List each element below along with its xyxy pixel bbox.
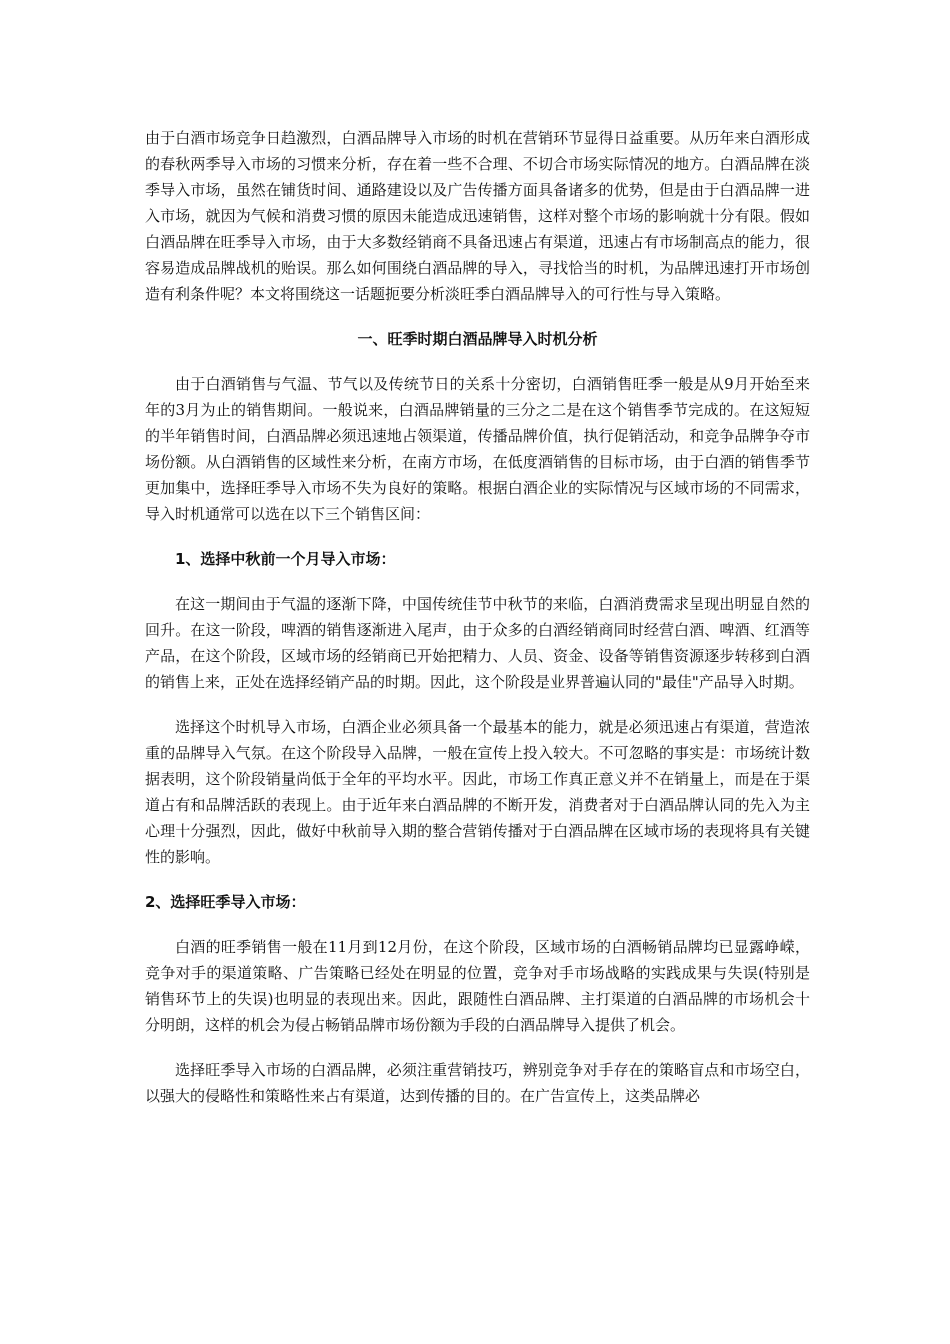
- subsection-1-paragraph-1: 在这一期间由于气温的逐渐下降，中国传统佳节中秋节的来临，白酒消费需求呈现出明显自然的回升。在这一阶段，啤酒的销售逐渐进入尾声，由于众多的白酒经销商同时经营白酒、啤酒、红酒等产品，在这个阶段，区域市场的经销商已开始把精力、人员、资金、设备等销售资源逐步转移到白酒的销售上来，正处在选择经销产品的时期。因此，这个阶段是业界普遍认同的"最佳"产品导入时期。: [145, 595, 810, 691]
- subsection-1-heading: 1、选择中秋前一个月导入市场：: [175, 550, 396, 568]
- document-page: [145, 125, 810, 1128]
- section-1-heading: 一、旺季时期白酒品牌导入时机分析: [357, 330, 598, 348]
- subsection-1-paragraph-2: 选择这个时机导入市场，白酒企业必须具备一个最基本的能力，就是必须迅速占有渠道，营造浓重的品牌导入气氛。在这个阶段导入品牌，一般在宣传上投入较大。不可忽略的事实是：市场统计数据表明，这个阶段销量尚低于全年的平均水平。因此，市场工作真正意义并不在销量上，而是在于渠道占有和品牌活跃的表现上。由于近年来白酒品牌的不断开发，消费者对于白酒品牌认同的先入为主心理十分强烈，因此，做好中秋前导入期的整合营销传播对于白酒品牌在区域市场的表现将具有关键性的影响。: [145, 718, 810, 866]
- section-1-paragraph: 由于白酒销售与气温、节气以及传统节日的关系十分密切，白酒销售旺季一般是从9月开始至来年的3月为止的销售期间。一般说来，白酒品牌销量的三分之二是在这个销售季节完成的。在这短短的半年销售时间，白酒品牌必须迅速地占领渠道，传播品牌价值，执行促销活动，和竞争品牌争夺市场份额。从白酒销售的区域性来分析，在南方市场，在低度酒销售的目标市场，由于白酒的销售季节更加集中，选择旺季导入市场不失为良好的策略。根据白酒企业的实际情况与区域市场的不同需求，导入时机通常可以选在以下三个销售区间：: [145, 375, 810, 523]
- subsection-2-paragraph-2: 选择旺季导入市场的白酒品牌，必须注重营销技巧，辨别竞争对手存在的策略盲点和市场空白，以强大的侵略性和策略性来占有渠道，达到传播的目的。在广告宣传上，这类品牌必: [145, 1061, 810, 1105]
- subsection-2-paragraph-1: 白酒的旺季销售一般在11月到12月份，在这个阶段，区域市场的白酒畅销品牌均已显露峥嵘，竞争对手的渠道策略、广告策略已经处在明显的位置，竞争对手市场战略的实践成果与失误(特别是销售环节上的失误)也明显的表现出来。因此，跟随性白酒品牌、主打渠道的白酒品牌的市场机会十分明朗，这样的机会为侵占畅销品牌市场份额为手段的白酒品牌导入提供了机会。: [145, 938, 810, 1034]
- subsection-2-heading: 2、选择旺季导入市场：: [145, 893, 306, 911]
- intro-paragraph: 由于白酒市场竞争日趋激烈，白酒品牌导入市场的时机在营销环节显得日益重要。从历年来白酒形成的春秋两季导入市场的习惯来分析，存在着一些不合理、不切合市场实际情况的地方。白酒品牌在淡季导入市场，虽然在铺货时间、通路建设以及广告传播方面具备诸多的优势，但是由于白酒品牌一进入市场，就因为气候和消费习惯的原因未能造成迅速销售，这样对整个市场的影响就十分有限。假如白酒品牌在旺季导入市场，由于大多数经销商不具备迅速占有渠道，迅速占有市场制高点的能力，很容易造成品牌战机的贻误。那么如何围绕白酒品牌的导入，寻找恰当的时机，为品牌迅速打开市场创造有利条件呢？本文将围绕这一话题扼要分析淡旺季白酒品牌导入的可行性与导入策略。: [145, 129, 810, 303]
